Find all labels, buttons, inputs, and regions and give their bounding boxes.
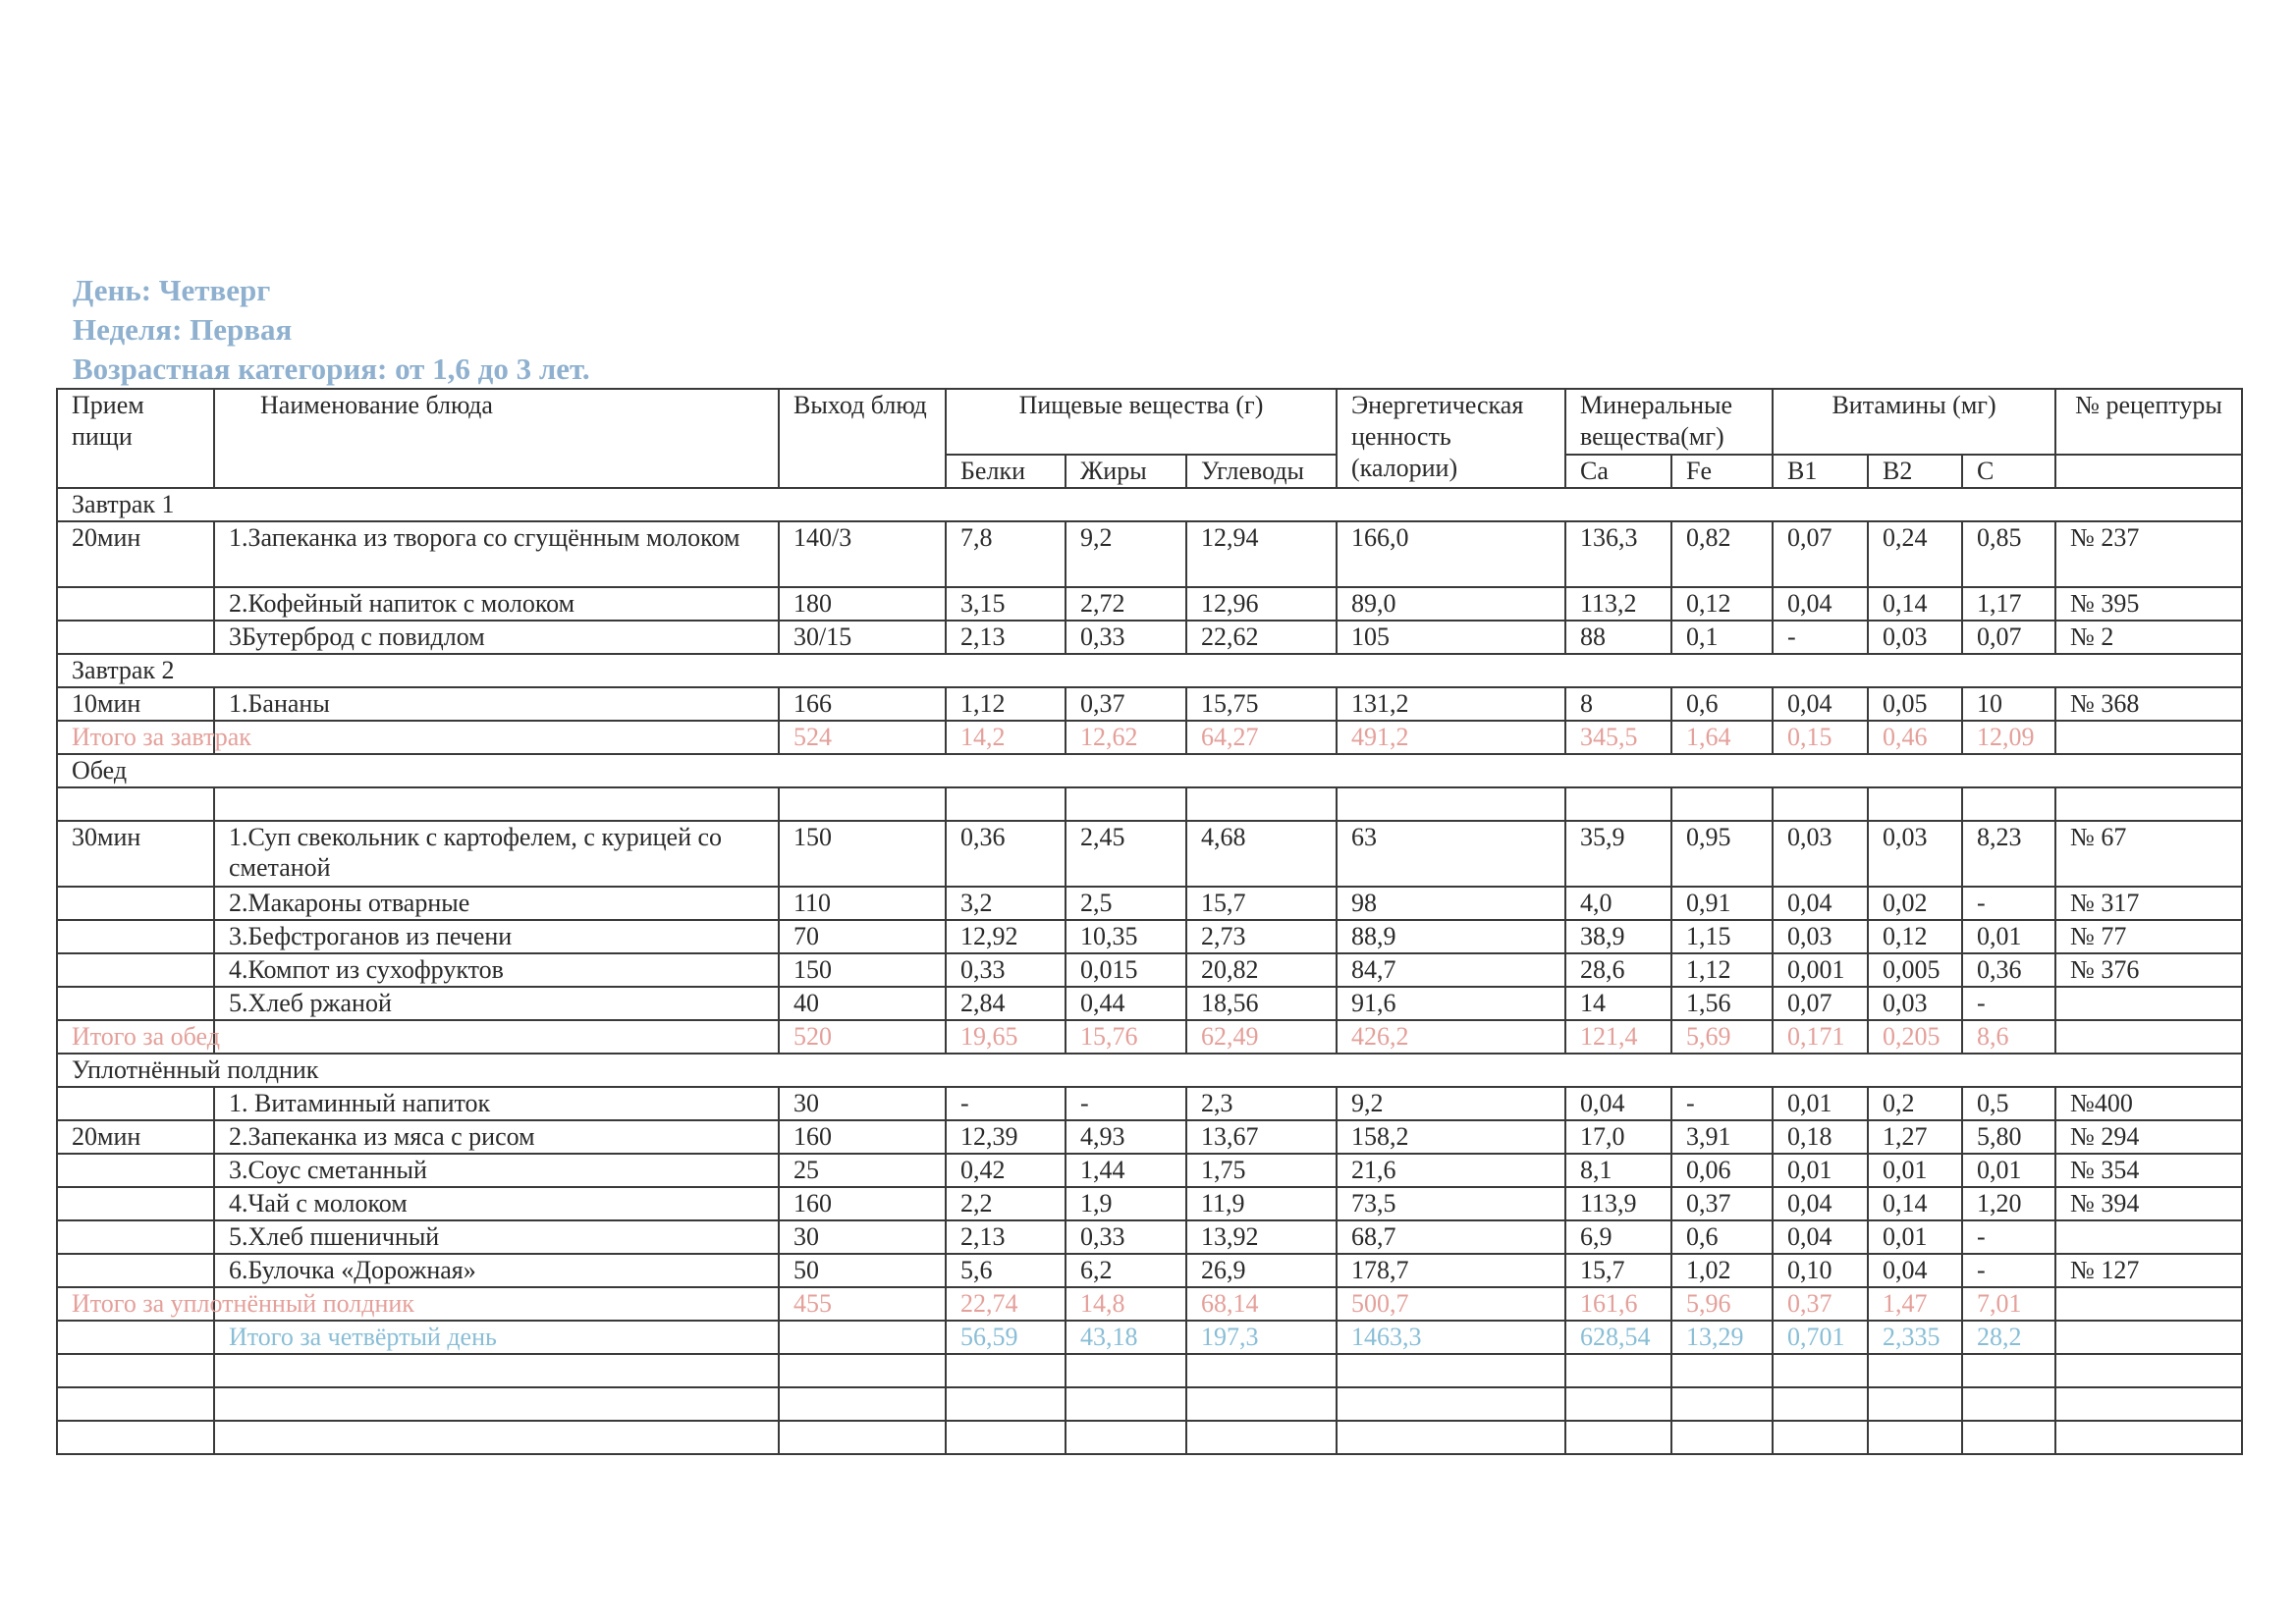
cell-dish-name: 1. Витаминный напиток [214,1087,779,1120]
cell-protein: 12,39 [946,1120,1066,1154]
header-row-1 [57,389,2242,455]
table-row [57,1154,2242,1187]
cell-vitamin-c: 1,17 [1962,587,2055,621]
table-row [57,1087,2242,1120]
cell-fat: 1,9 [1066,1187,1186,1220]
cell-b1: 0,18 [1773,1120,1868,1154]
cell-energy: 63 [1337,821,1565,887]
cell-b1: 0,001 [1773,953,1868,987]
cell-carbs: 68,14 [1186,1287,1337,1321]
cell-b2: 0,04 [1868,1254,1962,1287]
cell-dish-name: 2.Кофейный напиток с молоком [214,587,779,621]
cell-fe: 0,6 [1671,687,1773,721]
cell-b2: 0,2 [1868,1087,1962,1120]
cell-b1: 0,701 [1773,1321,1868,1354]
cell-output: 70 [779,920,946,953]
cell-output: 30 [779,1220,946,1254]
col-header-b1: B1 [1773,455,1868,488]
col-header-fat: Жиры [1066,455,1186,488]
table-row [57,953,2242,987]
cell-recipe-number: № 127 [2055,1254,2242,1287]
cell-carbs: 12,96 [1186,587,1337,621]
cell-dish-name: 6.Булочка «Дорожная» [214,1254,779,1287]
cell-dish-name: 1.Бананы [214,687,779,721]
cell-meal-time [57,1254,214,1287]
cell-dish-name: 2.Запеканка из мяса с рисом [214,1120,779,1154]
cell-protein: 0,42 [946,1154,1066,1187]
cell-meal-time [57,1087,214,1120]
cell-b1: 0,04 [1773,887,1868,920]
total-row-snack [57,1287,2242,1321]
cell-meal-time [57,1187,214,1220]
col-header-fe: Fe [1671,455,1773,488]
cell-protein: 2,84 [946,987,1066,1020]
table-row [57,1254,2242,1287]
cell-carbs: 20,82 [1186,953,1337,987]
cell-vitamin-c: 0,07 [1962,621,2055,654]
cell-protein: - [946,1087,1066,1120]
cell-b2: 0,01 [1868,1220,1962,1254]
col-header-meal: Прием пищи [57,389,214,488]
cell-carbs: 1,75 [1186,1154,1337,1187]
table-row [57,521,2242,587]
cell-meal-time [57,920,214,953]
cell-ca: 38,9 [1565,920,1671,953]
cell-b2: 0,24 [1868,521,1962,587]
cell-vitamin-c: - [1962,1220,2055,1254]
cell-recipe-number: № 237 [2055,521,2242,587]
cell-output: 520 [779,1020,946,1054]
cell-meal-time [57,1220,214,1254]
cell-recipe-number: №400 [2055,1087,2242,1120]
cell-output: 50 [779,1254,946,1287]
week-label: Неделя: Первая [73,312,293,347]
section-row [57,488,2242,521]
cell-ca: 35,9 [1565,821,1671,887]
cell-output: 166 [779,687,946,721]
cell-meal-time: Итого за завтрак [57,721,214,754]
empty-row [57,787,2242,821]
cell-meal-time: 10мин [57,687,214,721]
cell-fat: 2,45 [1066,821,1186,887]
menu-table [56,388,2243,1455]
col-header-nutrients: Пищевые вещества (г) [946,389,1337,455]
cell-vitamin-c: - [1962,887,2055,920]
cell-fat: 4,93 [1066,1120,1186,1154]
cell-carbs: 22,62 [1186,621,1337,654]
cell-energy: 68,7 [1337,1220,1565,1254]
cell-output: 524 [779,721,946,754]
cell-recipe-number: № 2 [2055,621,2242,654]
cell-vitamin-c: 0,5 [1962,1087,2055,1120]
day-label: День: Четверг [73,273,271,307]
cell-fe: 1,02 [1671,1254,1773,1287]
cell-energy: 105 [1337,621,1565,654]
section-lunch: Обед [57,754,2242,787]
cell-ca: 8 [1565,687,1671,721]
cell-protein: 14,2 [946,721,1066,754]
cell-fat: 0,33 [1066,1220,1186,1254]
col-header-ca: Ca [1565,455,1671,488]
cell-ca: 0,04 [1565,1087,1671,1120]
cell-b1: 0,04 [1773,587,1868,621]
cell-dish-name: 1.Суп свекольник с картофелем, с курицей со сметаной [214,821,779,887]
cell-ca: 8,1 [1565,1154,1671,1187]
col-header-c: C [1962,455,2055,488]
table-row [57,821,2242,887]
cell-protein: 0,33 [946,953,1066,987]
cell-dish-name: 5.Хлеб ржаной [214,987,779,1020]
cell-protein: 3,2 [946,887,1066,920]
cell-recipe-number: № 77 [2055,920,2242,953]
cell-protein: 12,92 [946,920,1066,953]
cell-ca: 4,0 [1565,887,1671,920]
cell-vitamin-c: 5,80 [1962,1120,2055,1154]
cell-vitamin-c: 8,6 [1962,1020,2055,1054]
cell-fat: 14,8 [1066,1287,1186,1321]
cell-fe: 0,06 [1671,1154,1773,1187]
col-header-dish: Наименование блюда [214,389,779,488]
cell-dish-name: 2.Макароны отварные [214,887,779,920]
cell-meal-time [57,587,214,621]
table-row [57,987,2242,1020]
cell-fe: 0,95 [1671,821,1773,887]
cell-b1: 0,03 [1773,821,1868,887]
col-header-b2: B2 [1868,455,1962,488]
cell-carbs: 15,7 [1186,887,1337,920]
cell-energy: 178,7 [1337,1254,1565,1287]
cell-b2: 0,02 [1868,887,1962,920]
cell-output: 30 [779,1087,946,1120]
cell-meal-time: Итого за обед [57,1020,214,1054]
col-header-recipe: № рецептуры [2055,389,2242,455]
cell-ca: 28,6 [1565,953,1671,987]
cell-b1: 0,04 [1773,1187,1868,1220]
cell-output [779,1321,946,1354]
cell-output: 160 [779,1187,946,1220]
cell-fe: 0,82 [1671,521,1773,587]
cell-dish-name: 1.Запеканка из творога со сгущённым молоком [214,521,779,587]
cell-b2: 0,14 [1868,1187,1962,1220]
cell-vitamin-c: 28,2 [1962,1321,2055,1354]
cell-b2: 0,005 [1868,953,1962,987]
cell-fat: 0,33 [1066,621,1186,654]
cell-carbs: 26,9 [1186,1254,1337,1287]
cell-carbs: 12,94 [1186,521,1337,587]
cell-vitamin-c: 10 [1962,687,2055,721]
cell-fe: 0,12 [1671,587,1773,621]
cell-vitamin-c: - [1962,987,2055,1020]
cell-carbs: 4,68 [1186,821,1337,887]
cell-carbs: 15,75 [1186,687,1337,721]
cell-recipe-number: № 376 [2055,953,2242,987]
cell-b1: 0,15 [1773,721,1868,754]
cell-energy: 166,0 [1337,521,1565,587]
cell-recipe-number: № 368 [2055,687,2242,721]
cell-protein: 2,13 [946,621,1066,654]
cell-recipe-number [2055,1321,2242,1354]
cell-carbs: 11,9 [1186,1187,1337,1220]
cell-ca: 14 [1565,987,1671,1020]
cell-ca: 17,0 [1565,1120,1671,1154]
cell-fe: 13,29 [1671,1321,1773,1354]
cell-ca: 121,4 [1565,1020,1671,1054]
cell-recipe-number [2055,721,2242,754]
cell-vitamin-c: 0,01 [1962,1154,2055,1187]
empty-row [57,1387,2242,1421]
cell-fat: 6,2 [1066,1254,1186,1287]
cell-meal-time: Итого за уплотнённый полдник [57,1287,214,1321]
total-row-breakfast [57,721,2242,754]
cell-output: 25 [779,1154,946,1187]
cell-fat: 10,35 [1066,920,1186,953]
cell-dish-name: Итого за четвёртый день [214,1321,779,1354]
section-snack: Уплотнённый полдник [57,1054,2242,1087]
cell-meal-time [57,987,214,1020]
cell-fe: 5,96 [1671,1287,1773,1321]
table-row [57,920,2242,953]
col-header-output: Выход блюд [779,389,946,488]
cell-dish-name [214,721,779,754]
table-row [57,1120,2242,1154]
cell-ca: 113,2 [1565,587,1671,621]
cell-fat: 0,015 [1066,953,1186,987]
cell-ca: 15,7 [1565,1254,1671,1287]
cell-dish-name: 3Бутерброд с повидлом [214,621,779,654]
cell-fat: 0,44 [1066,987,1186,1020]
cell-recipe-number: № 294 [2055,1120,2242,1154]
cell-fe: 1,56 [1671,987,1773,1020]
col-header-energy: Энергетическая ценность (калории) [1337,389,1565,488]
cell-b2: 0,14 [1868,587,1962,621]
cell-energy: 158,2 [1337,1120,1565,1154]
cell-output: 455 [779,1287,946,1321]
cell-dish-name: 5.Хлеб пшеничный [214,1220,779,1254]
table-row [57,1187,2242,1220]
section-breakfast-2: Завтрак 2 [57,654,2242,687]
cell-fe: 0,1 [1671,621,1773,654]
cell-b2: 0,46 [1868,721,1962,754]
cell-b1: 0,01 [1773,1087,1868,1120]
cell-fat: 1,44 [1066,1154,1186,1187]
cell-ca: 136,3 [1565,521,1671,587]
table-row [57,887,2242,920]
cell-dish-name: 4.Компот из сухофруктов [214,953,779,987]
section-row [57,1054,2242,1087]
cell-b1: 0,37 [1773,1287,1868,1321]
cell-protein: 22,74 [946,1287,1066,1321]
cell-b1: 0,10 [1773,1254,1868,1287]
cell-output: 150 [779,821,946,887]
cell-fat: 43,18 [1066,1321,1186,1354]
cell-protein: 0,36 [946,821,1066,887]
cell-meal-time [57,1321,214,1354]
cell-fe: 1,64 [1671,721,1773,754]
cell-b2: 0,01 [1868,1154,1962,1187]
cell-b1: 0,07 [1773,521,1868,587]
col-header-minerals: Минеральные вещества(мг) [1565,389,1773,455]
cell-carbs: 197,3 [1186,1321,1337,1354]
cell-recipe-number [2055,1220,2242,1254]
cell-fat: 2,5 [1066,887,1186,920]
cell-meal-time [57,621,214,654]
cell-fat: 12,62 [1066,721,1186,754]
cell-ca: 6,9 [1565,1220,1671,1254]
cell-carbs: 62,49 [1186,1020,1337,1054]
cell-carbs: 18,56 [1186,987,1337,1020]
cell-b2: 0,05 [1868,687,1962,721]
cell-vitamin-c: 12,09 [1962,721,2055,754]
cell-output: 110 [779,887,946,920]
cell-fe: 3,91 [1671,1120,1773,1154]
cell-vitamin-c: 0,85 [1962,521,2055,587]
cell-output: 160 [779,1120,946,1154]
cell-vitamin-c: 0,36 [1962,953,2055,987]
cell-energy: 1463,3 [1337,1321,1565,1354]
cell-b2: 0,12 [1868,920,1962,953]
cell-recipe-number: № 354 [2055,1154,2242,1187]
cell-carbs: 13,67 [1186,1120,1337,1154]
cell-ca: 161,6 [1565,1287,1671,1321]
cell-carbs: 64,27 [1186,721,1337,754]
cell-b2: 0,205 [1868,1020,1962,1054]
cell-vitamin-c: 1,20 [1962,1187,2055,1220]
cell-fat: 15,76 [1066,1020,1186,1054]
cell-carbs: 2,73 [1186,920,1337,953]
cell-output: 30/15 [779,621,946,654]
cell-protein: 1,12 [946,687,1066,721]
cell-energy: 91,6 [1337,987,1565,1020]
cell-b2: 0,03 [1868,987,1962,1020]
cell-recipe-number: № 395 [2055,587,2242,621]
table-row [57,587,2242,621]
cell-b2: 1,47 [1868,1287,1962,1321]
cell-b2: 0,03 [1868,821,1962,887]
cell-b2: 2,335 [1868,1321,1962,1354]
cell-ca: 113,9 [1565,1187,1671,1220]
cell-dish-name: 3.Бефстроганов из печени [214,920,779,953]
cell-ca: 628,54 [1565,1321,1671,1354]
cell-fe: 1,15 [1671,920,1773,953]
cell-protein: 2,13 [946,1220,1066,1254]
cell-vitamin-c: 7,01 [1962,1287,2055,1321]
cell-output: 150 [779,953,946,987]
section-breakfast-1: Завтрак 1 [57,488,2242,521]
cell-vitamin-c: 8,23 [1962,821,2055,887]
cell-recipe-number: № 317 [2055,887,2242,920]
cell-dish-name [214,1020,779,1054]
cell-protein: 5,6 [946,1254,1066,1287]
cell-vitamin-c: 0,01 [1962,920,2055,953]
cell-carbs: 13,92 [1186,1220,1337,1254]
section-row [57,754,2242,787]
cell-energy: 73,5 [1337,1187,1565,1220]
cell-fe: 0,91 [1671,887,1773,920]
cell-recipe-number [2055,987,2242,1020]
table-row [57,621,2242,654]
col-header-vitamins: Витамины (мг) [1773,389,2055,455]
empty-row [57,1354,2242,1387]
cell-fat: 0,37 [1066,687,1186,721]
cell-meal-time: 30мин [57,821,214,887]
cell-b2: 0,03 [1868,621,1962,654]
cell-meal-time: 20мин [57,521,214,587]
empty-row [57,1421,2242,1454]
table-row [57,1220,2242,1254]
cell-b1: - [1773,621,1868,654]
cell-output: 180 [779,587,946,621]
cell-dish-name: 3.Соус сметанный [214,1154,779,1187]
cell-meal-time [57,953,214,987]
cell-protein: 56,59 [946,1321,1066,1354]
col-header-protein: Белки [946,455,1066,488]
cell-energy: 21,6 [1337,1154,1565,1187]
age-category-label: Возрастная категория: от 1,6 до 3 лет. [73,352,590,386]
col-header-carbs: Углеводы [1186,455,1337,488]
cell-b1: 0,01 [1773,1154,1868,1187]
cell-b1: 0,171 [1773,1020,1868,1054]
cell-fat: 2,72 [1066,587,1186,621]
cell-meal-time [57,1154,214,1187]
cell-energy: 131,2 [1337,687,1565,721]
cell-b2: 1,27 [1868,1120,1962,1154]
cell-output: 40 [779,987,946,1020]
cell-protein: 7,8 [946,521,1066,587]
cell-vitamin-c: - [1962,1254,2055,1287]
cell-fat: - [1066,1087,1186,1120]
cell-energy: 88,9 [1337,920,1565,953]
cell-fe: 1,12 [1671,953,1773,987]
cell-energy: 500,7 [1337,1287,1565,1321]
cell-recipe-number [2055,1287,2242,1321]
cell-meal-time [57,887,214,920]
cell-carbs: 2,3 [1186,1087,1337,1120]
cell-fe: - [1671,1087,1773,1120]
cell-energy: 84,7 [1337,953,1565,987]
cell-fe: 0,6 [1671,1220,1773,1254]
section-row [57,654,2242,687]
cell-protein: 19,65 [946,1020,1066,1054]
cell-fe: 0,37 [1671,1187,1773,1220]
cell-b1: 0,04 [1773,687,1868,721]
cell-energy: 89,0 [1337,587,1565,621]
cell-recipe-number [2055,1020,2242,1054]
total-row-day [57,1321,2242,1354]
cell-dish-name: 4.Чай с молоком [214,1187,779,1220]
total-row-lunch [57,1020,2242,1054]
document-header [73,271,590,389]
cell-ca: 345,5 [1565,721,1671,754]
cell-fat: 9,2 [1066,521,1186,587]
cell-b1: 0,07 [1773,987,1868,1020]
cell-recipe-number: № 67 [2055,821,2242,887]
cell-ca: 88 [1565,621,1671,654]
cell-energy: 426,2 [1337,1020,1565,1054]
cell-fe: 5,69 [1671,1020,1773,1054]
cell-energy: 98 [1337,887,1565,920]
cell-protein: 2,2 [946,1187,1066,1220]
cell-energy: 9,2 [1337,1087,1565,1120]
cell-energy: 491,2 [1337,721,1565,754]
cell-output: 140/3 [779,521,946,587]
cell-meal-time: 20мин [57,1120,214,1154]
cell-recipe-number: № 394 [2055,1187,2242,1220]
table-row [57,687,2242,721]
cell-b1: 0,03 [1773,920,1868,953]
cell-protein: 3,15 [946,587,1066,621]
cell-b1: 0,04 [1773,1220,1868,1254]
